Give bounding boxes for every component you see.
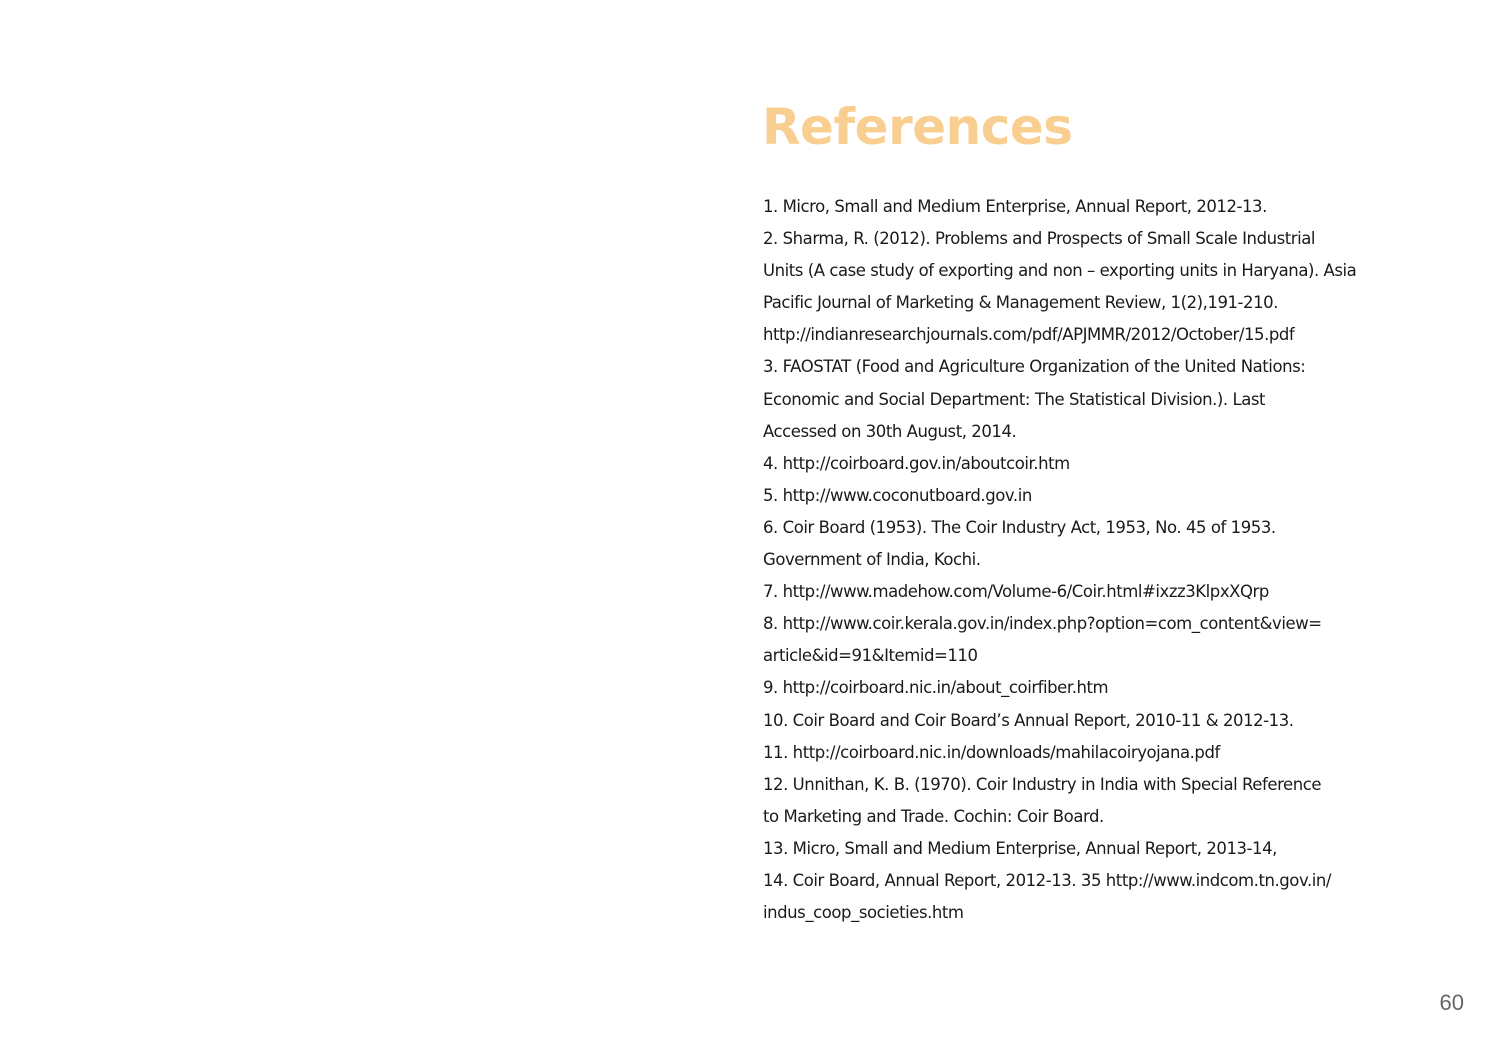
references-list xyxy=(763,191,1483,929)
reference-link: 8. http://www.coir.kerala.gov.in/index.php?option=com_content&view= xyxy=(763,614,1322,634)
reference-line: 14. Coir Board, Annual Report, 2012-13. 35 http://www.indcom.tn.gov.in/ xyxy=(763,870,1332,890)
reference-line: 3. FAOSTAT (Food and Agriculture Organization of the United Nations: xyxy=(763,357,1306,377)
reference-link: 7. http://www.madehow.com/Volume-6/Coir.html#ixzz3KlpxXQrp xyxy=(763,582,1269,602)
reference-line: Units (A case study of exporting and non – exporting units in Haryana). Asia xyxy=(763,261,1357,281)
reference-line: 10. Coir Board and Coir Board’s Annual Report, 2010-11 & 2012-13. xyxy=(763,710,1294,730)
reference-link: http://indianresearchjournals.com/pdf/APJMMR/2012/October/15.pdf xyxy=(763,325,1295,345)
reference-line: 1. Micro, Small and Medium Enterprise, Annual Report, 2012-13. xyxy=(763,197,1267,216)
reference-link: 4. http://coirboard.gov.in/aboutcoir.htm xyxy=(763,453,1070,473)
reference-line: 6. Coir Board (1953). The Coir Industry Act, 1953, No. 45 of 1953. xyxy=(763,517,1276,537)
page-number: 60 xyxy=(1439,990,1464,1015)
reference-line: Government of India, Kochi. xyxy=(763,550,981,570)
page-title: References xyxy=(762,98,1073,156)
reference-link: indus_coop_societies.htm xyxy=(763,903,964,923)
reference-line: Accessed on 30th August, 2014. xyxy=(763,421,1017,441)
reference-link: article&id=91&Itemid=110 xyxy=(763,646,978,666)
reference-link: 11. http://coirboard.nic.in/downloads/mahilacoiryojana.pdf xyxy=(763,742,1220,762)
reference-line: Pacific Journal of Marketing & Management Review, 1(2),191-210. xyxy=(763,293,1278,313)
reference-line: 12. Unnithan, K. B. (1970). Coir Industry in India with Special Reference xyxy=(763,774,1322,794)
reference-line: 2. Sharma, R. (2012). Problems and Prospects of Small Scale Industrial xyxy=(763,229,1316,249)
reference-link: 5. http://www.coconutboard.gov.in xyxy=(763,485,1032,505)
reference-line: 13. Micro, Small and Medium Enterprise, Annual Report, 2013-14, xyxy=(763,838,1277,858)
reference-line: Economic and Social Department: The Statistical Division.). Last xyxy=(763,389,1266,409)
reference-link: 9. http://coirboard.nic.in/about_coirfiber.htm xyxy=(763,678,1109,698)
reference-line: to Marketing and Trade. Cochin: Coir Board. xyxy=(763,806,1104,826)
